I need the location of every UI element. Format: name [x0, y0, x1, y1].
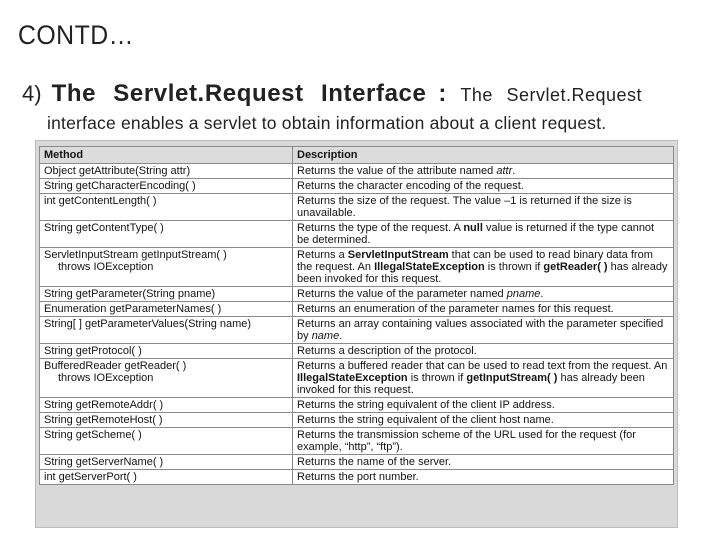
method-cell: String getScheme( ) — [40, 428, 293, 455]
point-heading: The Servlet.Request Interface — [51, 80, 427, 107]
point-continuation-text: interface enables a servlet to obtain information about a client request. — [47, 113, 607, 133]
method-cell: String getRemoteHost( ) — [40, 413, 293, 428]
method-cell: Object getAttribute(String attr) — [40, 164, 293, 179]
table-row — [40, 470, 674, 485]
description-cell: Returns the value of the parameter named pname. — [293, 287, 674, 302]
method-cell: String getRemoteAddr( ) — [40, 398, 293, 413]
method-cell: BufferedReader getReader( ) throws IOException — [40, 359, 293, 398]
description-column-header: Description — [293, 147, 674, 164]
description-cell: Returns an array containing values associated with the parameter specified by name. — [293, 317, 674, 344]
method-cell: String getCharacterEncoding( ) — [40, 179, 293, 194]
method-table-image — [35, 140, 678, 528]
table-header-row — [40, 147, 674, 164]
table-row — [40, 317, 674, 344]
description-cell: Returns an enumeration of the parameter names for this request. — [293, 302, 674, 317]
point-number: 4) — [22, 81, 42, 106]
method-cell: String getParameter(String pname) — [40, 287, 293, 302]
table-row — [40, 287, 674, 302]
table-row — [40, 359, 674, 398]
table-row — [40, 179, 674, 194]
servlet-request-methods-table — [39, 146, 674, 485]
description-cell: Returns the port number. — [293, 470, 674, 485]
method-column-header: Method — [40, 147, 293, 164]
method-cell: String[ ] getParameterValues(String name) — [40, 317, 293, 344]
description-cell: Returns the character encoding of the request. — [293, 179, 674, 194]
table-row — [40, 344, 674, 359]
table-row — [40, 398, 674, 413]
method-cell: String getContentType( ) — [40, 221, 293, 248]
description-cell: Returns the transmission scheme of the URL used for the request (for example, “http”, “ftp”). — [293, 428, 674, 455]
table-row — [40, 248, 674, 287]
description-cell: Returns the value of the attribute named attr. — [293, 164, 674, 179]
method-cell: String getServerName( ) — [40, 455, 293, 470]
description-cell: Returns the string equivalent of the client host name. — [293, 413, 674, 428]
point-colon: : — [438, 80, 447, 107]
description-cell: Returns the type of the request. A null value is returned if the type cannot be determined. — [293, 221, 674, 248]
description-cell: Returns the name of the server. — [293, 455, 674, 470]
table-row — [40, 164, 674, 179]
table-row — [40, 428, 674, 455]
method-cell: int getServerPort( ) — [40, 470, 293, 485]
table-row — [40, 221, 674, 248]
method-cell: Enumeration getParameterNames( ) — [40, 302, 293, 317]
description-cell: Returns a ServletInputStream that can be used to read binary data from the request. An IllegalStateException is thrown if getReader( ) has already been invoked for this request. — [293, 248, 674, 287]
table-row — [40, 455, 674, 470]
description-cell: Returns the string equivalent of the client IP address. — [293, 398, 674, 413]
method-cell: ServletInputStream getInputStream( ) throws IOException — [40, 248, 293, 287]
point-heading-line — [22, 80, 642, 108]
table-row — [40, 413, 674, 428]
description-cell: Returns a buffered reader that can be used to read text from the request. An IllegalStateException is thrown if getInputStream( ) has already been invoked for this request. — [293, 359, 674, 398]
point-lead-text: The Servlet.Request — [460, 85, 643, 105]
method-cell: String getProtocol( ) — [40, 344, 293, 359]
method-cell: int getContentLength( ) — [40, 194, 293, 221]
description-cell: Returns a description of the protocol. — [293, 344, 674, 359]
description-cell: Returns the size of the request. The value –1 is returned if the size is unavailable. — [293, 194, 674, 221]
table-row — [40, 302, 674, 317]
table-row — [40, 194, 674, 221]
slide-title: CONTD… — [18, 20, 134, 50]
